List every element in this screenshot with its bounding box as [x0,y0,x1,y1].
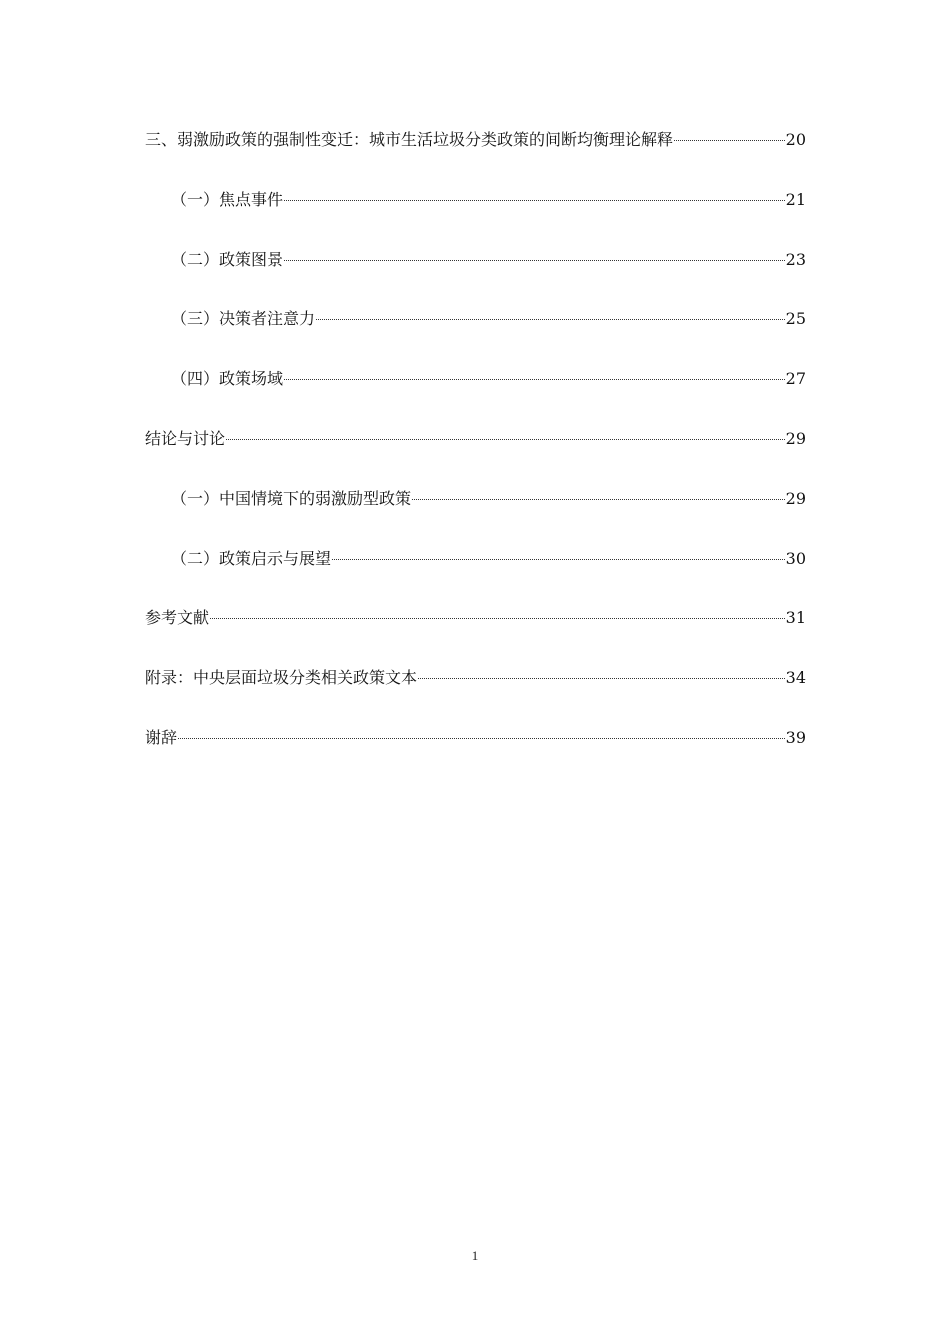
toc-dot-leader [284,379,785,380]
toc-entry-page: 29 [785,428,806,448]
toc-entry-label: （二）政策启示与展望 [171,548,332,568]
toc-dot-leader [418,678,785,679]
page-number: 1 [471,1248,479,1263]
toc-entry-conclusion[interactable] [145,425,806,485]
toc-entry-appendix[interactable] [145,664,806,724]
toc-entry-page: 31 [785,608,806,628]
toc-entry-page: 23 [785,249,806,269]
toc-entry-page: 27 [785,369,806,389]
toc-entry-label: 结论与讨论 [145,428,226,448]
toc-entry-page: 25 [785,309,806,329]
toc-dot-leader [178,738,785,739]
toc-entry-page: 21 [785,189,806,209]
toc-entry-label: （三）决策者注意力 [171,309,316,329]
toc-entry-section-3[interactable] [145,126,806,186]
toc-entry-weak-incentive-policy[interactable] [145,485,806,545]
toc-entry-label: 参考文献 [145,608,210,628]
toc-dot-leader [226,439,785,440]
toc-dot-leader [316,319,785,320]
toc-entry-page: 30 [785,548,806,568]
toc-entry-label: （一）中国情境下的弱激励型政策 [171,488,412,508]
table-of-contents [145,126,806,784]
toc-dot-leader [284,200,785,201]
toc-entry-page: 20 [785,130,806,149]
toc-entry-page: 34 [785,668,806,688]
toc-dot-leader [284,260,785,261]
toc-entry-policy-implications[interactable] [145,545,806,605]
toc-entry-label: 三、弱激励政策的强制性变迁：城市生活垃圾分类政策的间断均衡理论解释 [145,130,674,149]
toc-entry-page: 29 [785,488,806,508]
toc-dot-leader [412,499,785,500]
toc-dot-leader [332,559,785,560]
toc-entry-label: （四）政策场域 [171,369,284,389]
toc-entry-policy-venue[interactable] [145,365,806,425]
toc-entry-policy-image[interactable] [145,246,806,306]
toc-entry-label: 附录：中央层面垃圾分类相关政策文本 [145,668,418,688]
toc-entry-decision-maker-attention[interactable] [145,305,806,365]
toc-entry-label: （二）政策图景 [171,249,284,269]
toc-entry-focal-events[interactable] [145,186,806,246]
toc-dot-leader [674,140,785,141]
toc-entry-label: （一）焦点事件 [171,189,284,209]
toc-entry-page: 39 [785,727,806,747]
toc-entry-references[interactable] [145,604,806,664]
toc-dot-leader [210,618,785,619]
toc-entry-acknowledgements[interactable] [145,724,806,784]
toc-entry-label: 谢辞 [145,727,178,747]
